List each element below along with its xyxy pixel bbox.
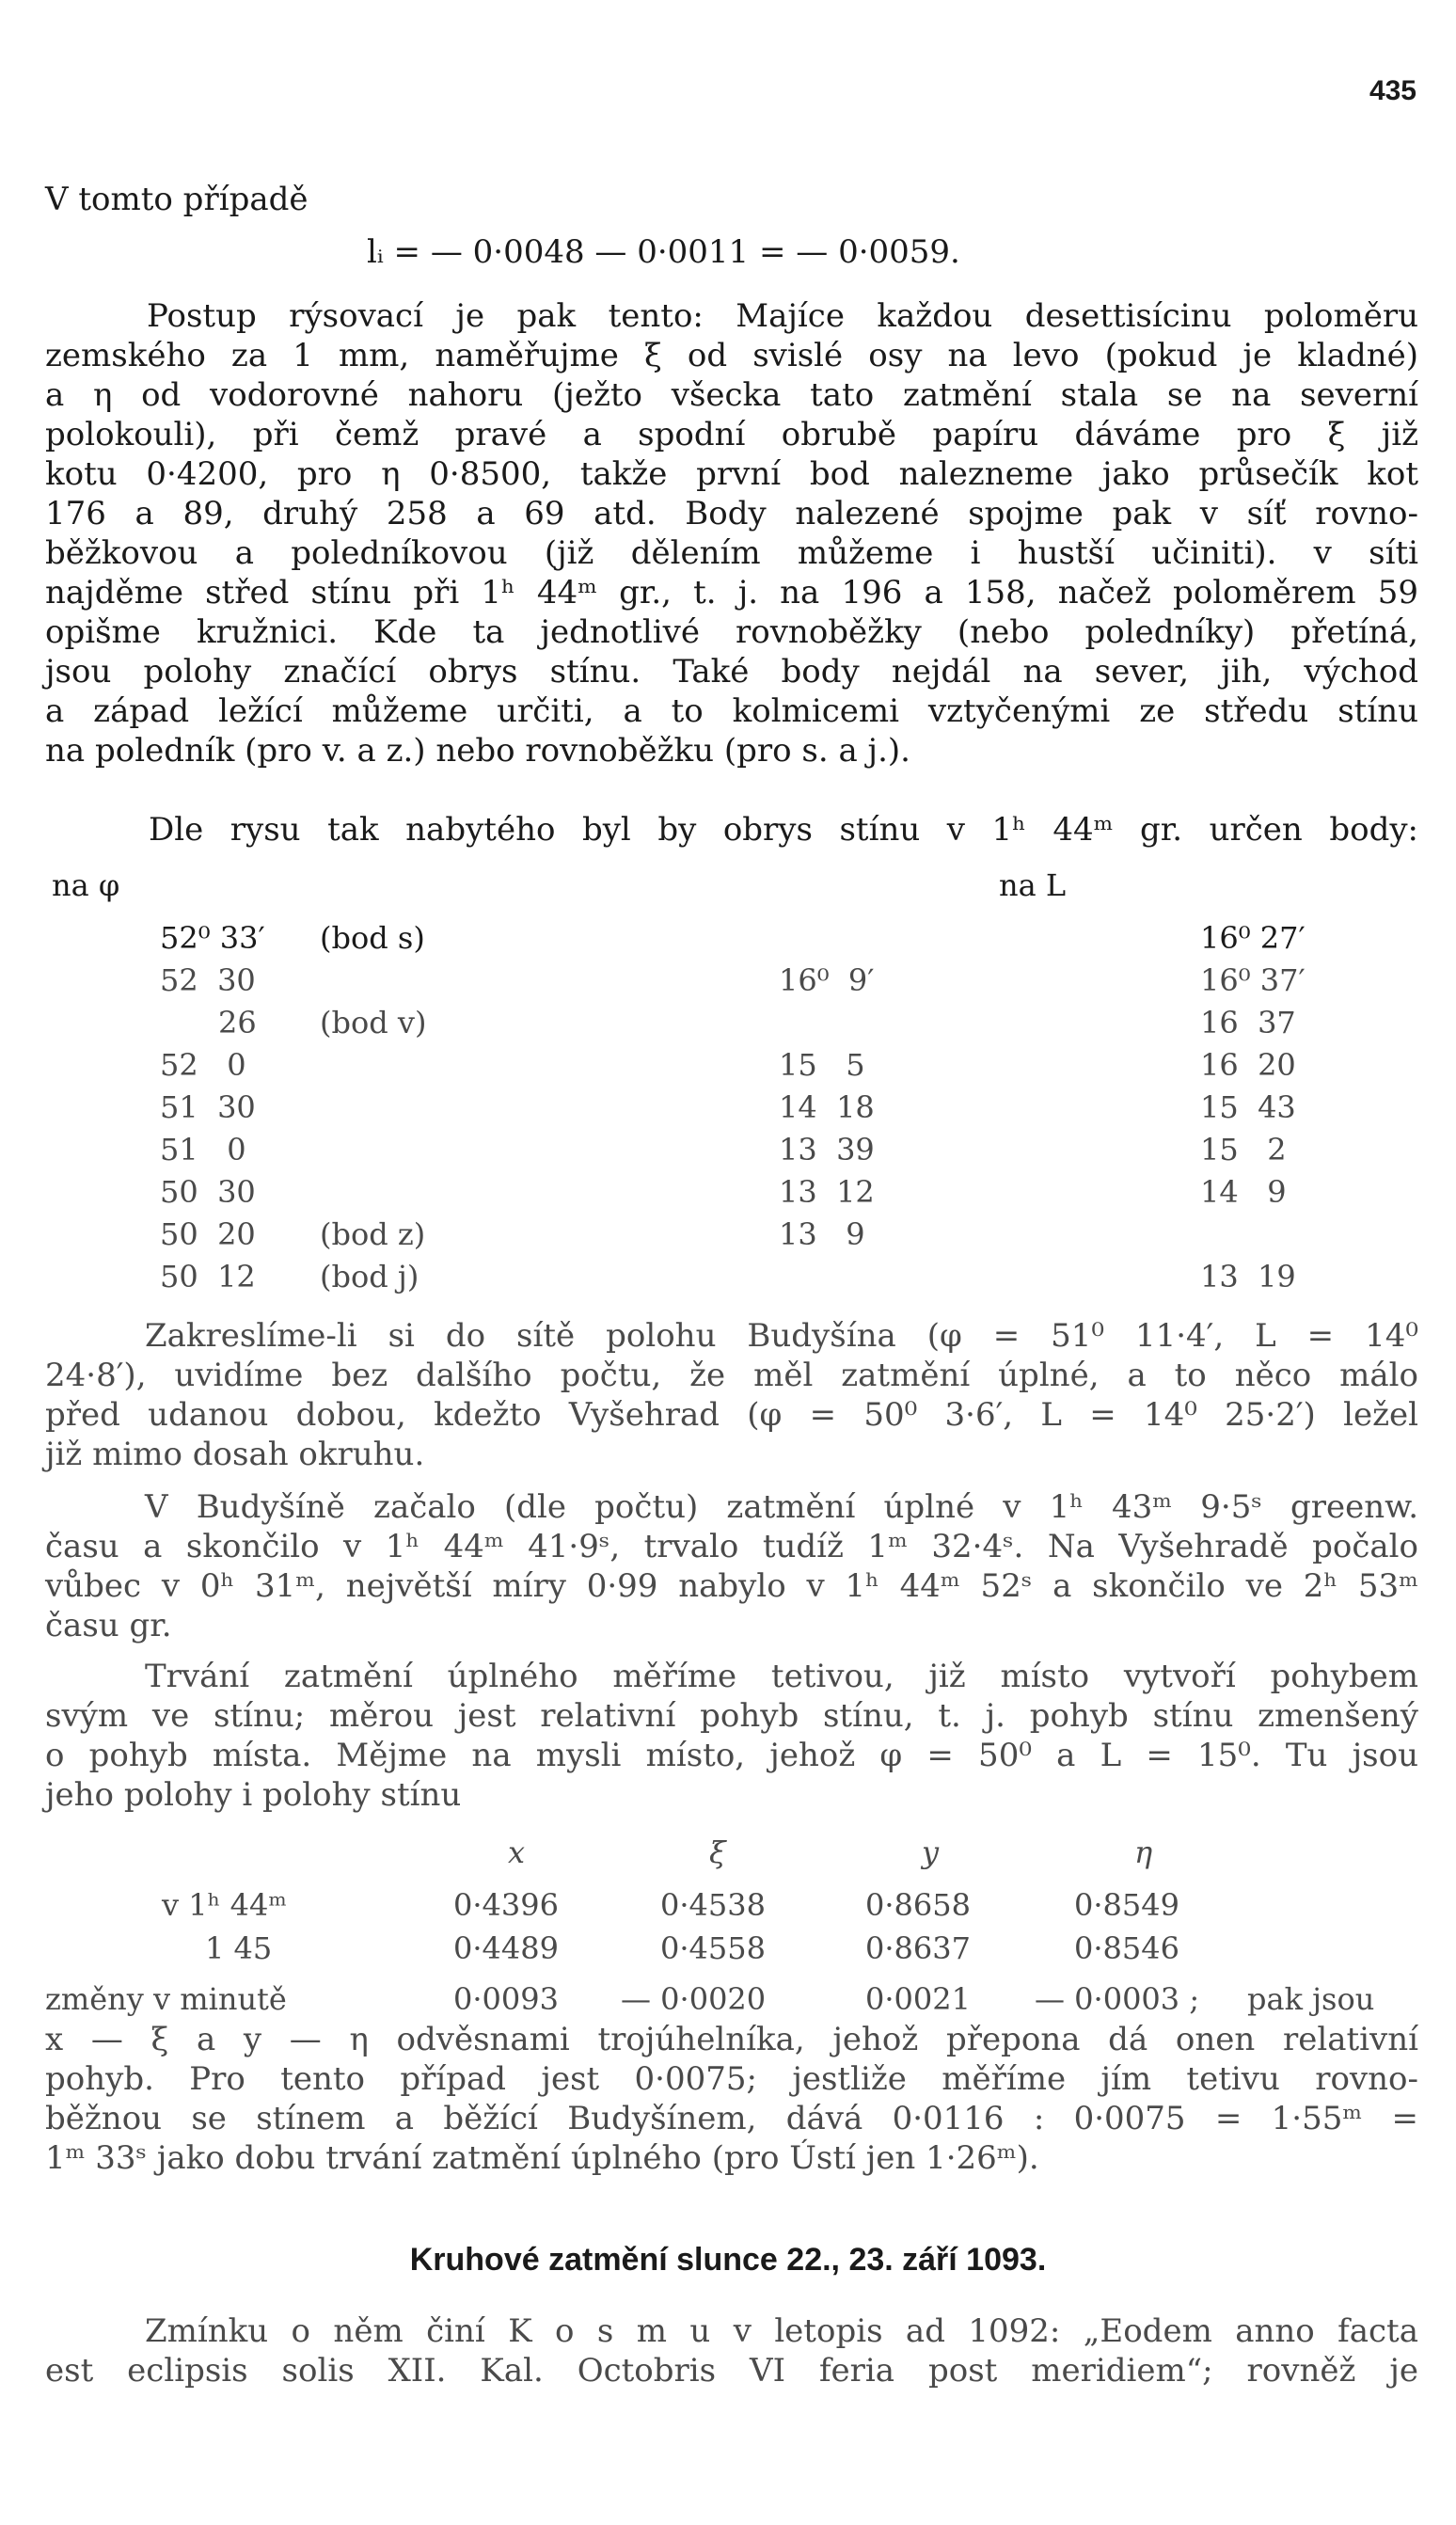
text-line: x — ξ a y — η odvěsnami trojúhelníka, jehož přepona dá onen relativní xyxy=(45,2021,1418,2058)
text-line: est eclipsis solis XII. Kal. Octobris VI feria post meridiem“; rovněž je xyxy=(45,2352,1418,2390)
text-line: a η od vodorovné nahoru (ježto všecka tato zatmění stala se na severní xyxy=(45,376,1418,414)
text-line: svým ve stínu; měrou jest relativní pohyb stínu, t. j. pohyb stínu zmenšený xyxy=(45,1697,1418,1735)
text-line: Zakreslíme-li si do sítě polohu Budyšína (φ = 51⁰ 11·4′, L = 14⁰ xyxy=(145,1317,1418,1355)
table-cell-l2: 14 9 xyxy=(1200,1174,1287,1210)
table-cell-l2: 15 43 xyxy=(1200,1089,1296,1125)
col-header-y: y xyxy=(922,1834,940,1870)
table-cell-note: (bod s) xyxy=(320,920,425,956)
text-line: již mimo dosah okruhu. xyxy=(45,1436,425,1473)
text-line: 1ᵐ 33ˢ jako dobu trvání zatmění úplného (pro Ústí jen 1·26ᵐ). xyxy=(45,2139,1039,2177)
section-heading: Kruhové zatmění slunce 22., 23. září 1093. xyxy=(409,2242,1047,2278)
text-line: 176 a 89, druhý 258 a 69 atd. Body nalezené spojme pak v síť rovno- xyxy=(45,495,1418,532)
table-cell-phi: 26 xyxy=(218,1005,257,1040)
text-line: opišme kružnici. Kde ta jednotlivé rovnoběžky (nebo poledníky) přetíná, xyxy=(45,613,1418,651)
text-line: Zmínku o něm činí K o s m u v letopis ad 1092: „Eodem anno facta xyxy=(145,2312,1418,2350)
table-cell-l1: 13 12 xyxy=(779,1174,875,1210)
text-line: běžkovou a poledníkovou (již dělením můžeme i hustší učiniti). v síti xyxy=(45,534,1418,572)
table-cell: 0·8546 xyxy=(1074,1930,1179,1966)
text-line: Trvání zatmění úplného měříme tetivou, již místo vytvoří pohybem xyxy=(145,1658,1418,1695)
table-cell-l1: 14 18 xyxy=(779,1089,875,1125)
text-line: a západ ležící můžeme určiti, a to kolmicemi vztyčenými ze středu stínu xyxy=(45,692,1418,730)
text-line: jsou polohy značící obrys stínu. Také body nejdál na sever, jih, východ xyxy=(45,653,1418,691)
table-cell-l1: 15 5 xyxy=(779,1047,865,1083)
table-cell: 0·4558 xyxy=(660,1930,766,1966)
text-line: 24·8′), uvidíme bez dalšího počtu, že měl zatmění úplné, a to něco málo xyxy=(45,1357,1418,1394)
page-number: 435 xyxy=(1369,75,1416,106)
table-intro: Dle rysu tak nabytého byl by obrys stínu v 1ʰ 44ᵐ gr. určen body: xyxy=(149,811,1418,849)
table-cell: 0·0021 xyxy=(865,1981,971,2017)
table-cell: 0·8549 xyxy=(1074,1887,1179,1923)
equation: lᵢ = — 0·0048 — 0·0011 = — 0·0059. xyxy=(367,233,960,271)
text-line: jeho polohy i polohy stínu xyxy=(45,1776,462,1814)
table-cell: 0·0093 xyxy=(453,1981,559,2017)
table-cell-l1: 16⁰ 9′ xyxy=(779,962,875,998)
table-cell: 0·8658 xyxy=(865,1887,971,1923)
table-cell-l2: 16⁰ 37′ xyxy=(1200,962,1306,998)
text-line: polokouli), při čemž pravé a spodní obrubě papíru dáváme pro ξ již xyxy=(45,416,1418,453)
table-cell-l2: 16⁰ 27′ xyxy=(1200,920,1306,956)
table-cell: — 0·0020 xyxy=(621,1981,767,2017)
change-label: změny v minutě xyxy=(45,1981,287,2017)
table-cell-phi: 50 12 xyxy=(160,1259,256,1294)
text-line: vůbec v 0ʰ 31ᵐ, největší míry 0·99 nabylo v 1ʰ 44ᵐ 52ˢ a skončilo ve 2ʰ 53ᵐ xyxy=(45,1567,1418,1605)
table-cell-note: (bod z) xyxy=(320,1216,426,1252)
table-cell-l2: 13 19 xyxy=(1200,1259,1296,1294)
table-cell-phi: 50 20 xyxy=(160,1216,256,1252)
table-cell: 0·8637 xyxy=(865,1930,971,1966)
text-line: pohyb. Pro tento případ jest 0·0075; jestliže měříme jím tetivu rovno- xyxy=(45,2060,1418,2098)
table-cell: — 0·0003 ; xyxy=(1035,1981,1200,2017)
table-cell-phi: 51 0 xyxy=(160,1132,246,1167)
table-cell-phi: 52 0 xyxy=(160,1047,246,1083)
header-phi: na φ xyxy=(52,867,120,903)
header-l: na L xyxy=(999,867,1067,903)
text-line: před udanou dobou, kdežto Vyšehrad (φ = 50⁰ 3·6′, L = 14⁰ 25·2′) ležel xyxy=(45,1396,1418,1434)
row-label: 1 45 xyxy=(205,1930,273,1966)
row-label: v 1ʰ 44ᵐ xyxy=(162,1887,287,1923)
table-tail: pak jsou xyxy=(1247,1981,1375,2017)
table-cell-l2: 16 20 xyxy=(1200,1047,1296,1083)
text-line: času gr. xyxy=(45,1607,172,1644)
text-line: V Budyšíně začalo (dle počtu) zatmění úplné v 1ʰ 43ᵐ 9·5ˢ greenw. xyxy=(145,1488,1418,1526)
text-line: běžnou se stínem a běžící Budyšínem, dává 0·0116 : 0·0075 = 1·55ᵐ = xyxy=(45,2100,1418,2137)
table-cell-l1: 13 39 xyxy=(779,1132,875,1167)
col-header-x: x xyxy=(508,1834,526,1870)
col-header-xi: ξ xyxy=(709,1834,726,1870)
table-cell-note: (bod j) xyxy=(320,1259,419,1294)
text-line: najděme střed stínu při 1ʰ 44ᵐ gr., t. j. na 196 a 158, načež poloměrem 59 xyxy=(45,574,1418,611)
table-cell-l2: 16 37 xyxy=(1200,1005,1296,1040)
table-cell-phi: 52 30 xyxy=(160,962,256,998)
text-line: zemského za 1 mm, naměřujme ξ od svislé osy na levo (pokud je kladné) xyxy=(45,337,1418,374)
text-line: Postup rýsovací je pak tento: Majíce každou desettisícinu poloměru xyxy=(147,297,1418,335)
table-cell: 0·4489 xyxy=(453,1930,559,1966)
col-header-eta: η xyxy=(1134,1834,1153,1870)
table-cell-l1: 13 9 xyxy=(779,1216,865,1252)
table-cell-phi: 52⁰ 33′ xyxy=(160,920,265,956)
text-line: kotu 0·4200, pro η 0·8500, takže první bod nalezneme jako průsečík kot xyxy=(45,455,1418,493)
table-cell-l2: 15 2 xyxy=(1200,1132,1287,1167)
table-cell-phi: 51 30 xyxy=(160,1089,256,1125)
table-cell-note: (bod v) xyxy=(320,1005,427,1040)
text-line: na poledník (pro v. a z.) nebo rovnoběžku (pro s. a j.). xyxy=(45,732,910,770)
table-cell: 0·4396 xyxy=(453,1887,559,1923)
table-cell-phi: 50 30 xyxy=(160,1174,256,1210)
text-line: o pohyb místa. Mějme na mysli místo, jehož φ = 50⁰ a L = 15⁰. Tu jsou xyxy=(45,1737,1418,1774)
intro-line: V tomto případě xyxy=(45,181,309,218)
table-cell: 0·4538 xyxy=(660,1887,766,1923)
text-line: času a skončilo v 1ʰ 44ᵐ 41·9ˢ, trvalo tudíž 1ᵐ 32·4ˢ. Na Vyšehradě počalo xyxy=(45,1528,1418,1565)
